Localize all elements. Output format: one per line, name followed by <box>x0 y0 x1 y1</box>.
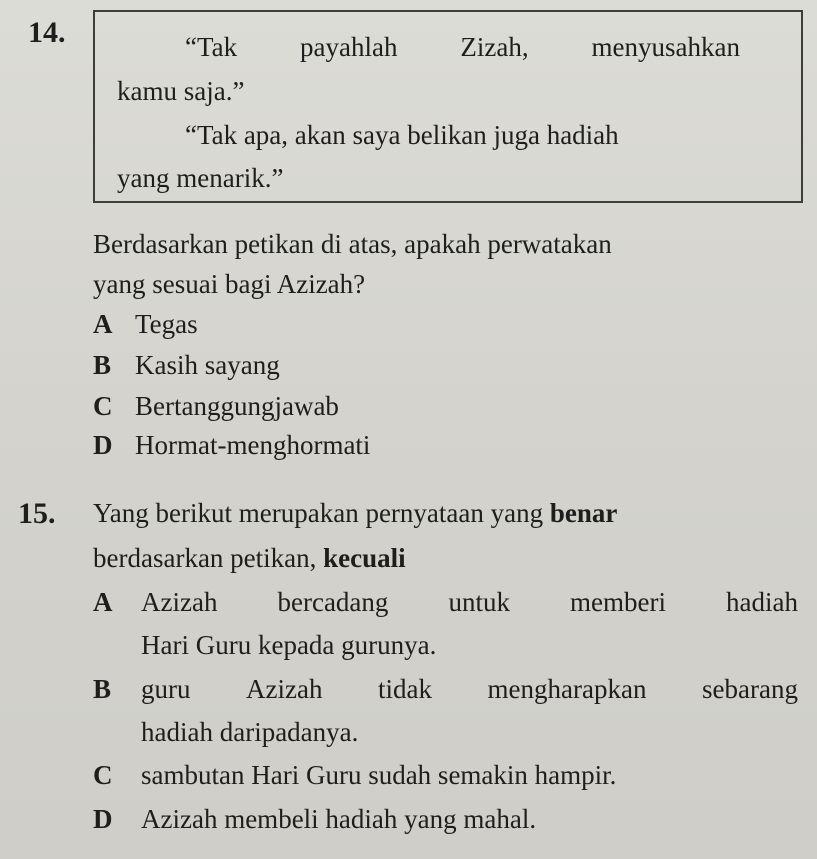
option-letter: C <box>93 760 113 790</box>
option-word: mengharapkan <box>487 674 647 704</box>
option-letter: A <box>93 309 113 339</box>
emphasis-text: benar <box>549 498 618 528</box>
option-text: Hormat-menghormati <box>135 430 371 460</box>
question-text: Yang berikut merupakan pernyataan yang <box>93 498 544 528</box>
question-15-text-line-1 <box>93 500 617 527</box>
option-word: tidak <box>378 674 433 704</box>
option-word: guru <box>141 674 191 704</box>
question-14-number: 14. <box>28 16 66 49</box>
q14-option-d[interactable] <box>93 432 370 459</box>
passage-line-1 <box>185 34 740 61</box>
option-text: Bertanggungjawab <box>135 391 339 421</box>
question-14-text-line-1: Berdasarkan petikan di atas, apakah perwatakan <box>93 229 612 259</box>
q15-option-b-line-1[interactable] <box>141 676 798 703</box>
q14-option-c[interactable] <box>93 393 339 420</box>
q15-option-c[interactable] <box>93 762 616 789</box>
option-word: bercadang <box>277 587 389 617</box>
q15-option-a-line-1[interactable] <box>141 589 798 616</box>
q15-option-a-letter-wrap[interactable] <box>93 589 135 616</box>
option-word: sebarang <box>702 674 798 704</box>
option-word: Azizah <box>246 674 323 704</box>
q15-option-b-line-2[interactable]: hadiah daripadanya. <box>141 717 359 747</box>
option-text: Kasih sayang <box>135 350 280 380</box>
passage-line-3: “Tak apa, akan saya belikan juga hadiah <box>185 120 619 150</box>
q15-option-d[interactable] <box>93 806 536 833</box>
passage-line-2: kamu saja.” <box>117 76 245 106</box>
passage-word: “Tak <box>185 32 238 62</box>
passage-word: Zizah, <box>460 32 529 62</box>
question-15-number: 15. <box>18 497 56 530</box>
q15-option-a-line-2[interactable]: Hari Guru kepada gurunya. <box>141 630 437 660</box>
option-letter: B <box>93 350 112 380</box>
emphasis-text: kecuali <box>323 543 406 573</box>
passage-word: menyusahkan <box>591 32 740 62</box>
option-text: Tegas <box>135 309 198 339</box>
option-letter: C <box>93 391 113 421</box>
q15-option-b-letter-wrap[interactable] <box>93 676 135 703</box>
option-letter: D <box>93 804 113 834</box>
q14-option-b[interactable] <box>93 352 280 379</box>
q14-option-a[interactable] <box>93 311 198 338</box>
passage-line-4: yang menarik.” <box>117 163 284 193</box>
question-15-text-line-2 <box>93 545 406 572</box>
option-letter: D <box>93 430 113 460</box>
option-word: memberi <box>570 587 666 617</box>
option-word: Azizah <box>141 587 218 617</box>
option-word: hadiah <box>726 587 798 617</box>
option-letter: A <box>93 587 113 617</box>
option-letter: B <box>93 674 112 704</box>
question-14-text-line-2: yang sesuai bagi Azizah? <box>93 269 366 299</box>
option-text: sambutan Hari Guru sudah semakin hampir. <box>141 760 617 790</box>
passage-word: payahlah <box>300 32 398 62</box>
option-word: untuk <box>448 587 510 617</box>
option-text: Azizah membeli hadiah yang mahal. <box>141 804 537 834</box>
question-text: berdasarkan petikan, <box>93 543 317 573</box>
